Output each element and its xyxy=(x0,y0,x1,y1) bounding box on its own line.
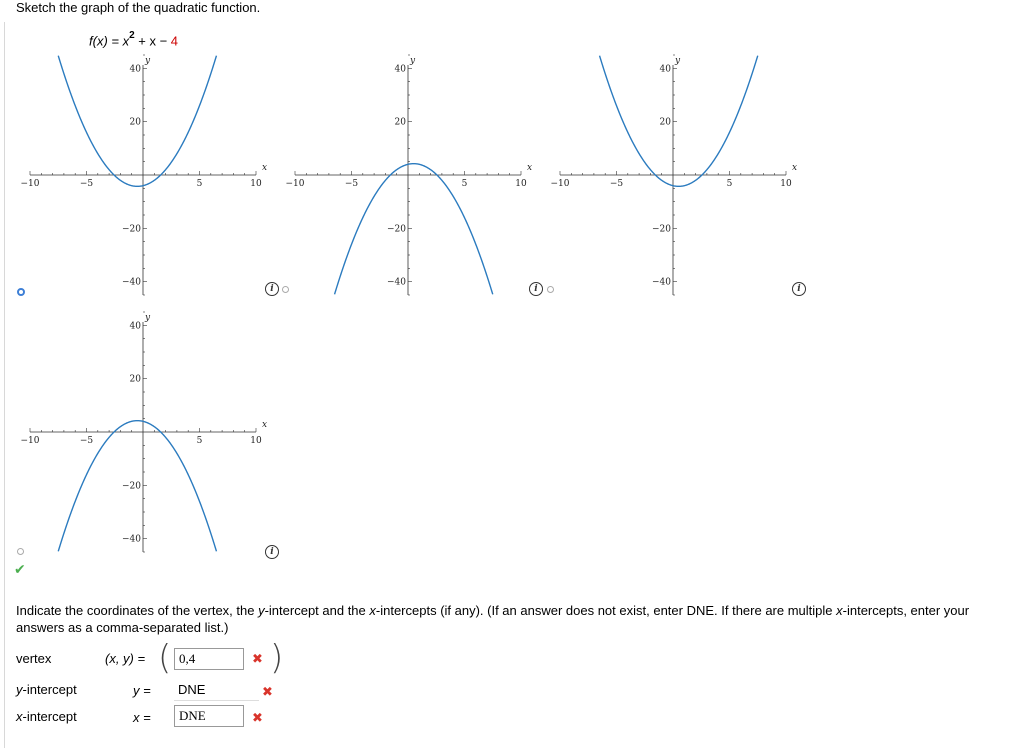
y-tick-label: 40 xyxy=(394,64,406,75)
axes xyxy=(286,55,533,295)
y-intercept-eq-label: y = xyxy=(133,683,151,698)
y-tick-label: 40 xyxy=(659,64,671,75)
y-intercept-label: y-intercept xyxy=(16,682,77,697)
vertex-input[interactable] xyxy=(174,648,244,670)
x-axis-label: x xyxy=(792,163,798,173)
x-tick-label: 5 xyxy=(726,179,733,189)
question-prompt: Sketch the graph of the quadratic function. xyxy=(16,0,261,15)
info-icon[interactable]: i xyxy=(529,282,543,296)
y-tick-label: −40 xyxy=(122,534,141,545)
radio-option-2[interactable] xyxy=(282,286,289,293)
radio-option-3[interactable] xyxy=(547,286,554,293)
parabola-curve xyxy=(335,164,493,295)
x-tick-label: −10 xyxy=(20,436,40,446)
graph-option-4[interactable] xyxy=(20,312,270,552)
info-icon[interactable]: i xyxy=(265,282,279,296)
x-tick-label: −10 xyxy=(285,179,305,189)
y-tick-label: 20 xyxy=(659,117,671,128)
function-constant: 4 xyxy=(170,33,179,49)
axes xyxy=(21,55,268,295)
function-exponent: 2 xyxy=(129,30,135,41)
x-tick-label: −5 xyxy=(79,179,94,189)
y-tick-label: −40 xyxy=(122,277,141,288)
x-tick-label: −5 xyxy=(609,179,624,189)
x-tick-label: −10 xyxy=(550,179,570,189)
x-axis-label: x xyxy=(527,163,533,173)
axes xyxy=(551,55,798,295)
x-intercept-label: x-intercept xyxy=(16,709,77,724)
x-tick-label: 5 xyxy=(196,179,203,189)
y-tick-label: 20 xyxy=(394,117,406,128)
x-tick-label: 10 xyxy=(250,436,262,446)
function-middle: + x − xyxy=(134,33,171,49)
y-axis-label: y xyxy=(675,56,681,66)
y-tick-label: 20 xyxy=(129,374,141,385)
y-tick-label: 40 xyxy=(129,321,141,332)
y-axis-label: y xyxy=(410,56,416,66)
correct-check-icon: ✔ xyxy=(14,561,26,577)
x-intercept-input[interactable] xyxy=(174,705,244,727)
x-tick-label: 5 xyxy=(196,436,203,446)
vertex-label: vertex xyxy=(16,651,52,666)
y-tick-label: −20 xyxy=(652,224,671,235)
y-tick-label: −20 xyxy=(122,481,141,492)
x-axis-label: x xyxy=(262,163,268,173)
axes xyxy=(21,312,268,552)
graph-option-1[interactable] xyxy=(20,55,270,295)
graph-option-2[interactable] xyxy=(285,55,535,295)
x-tick-label: 10 xyxy=(515,179,527,189)
incorrect-x-icon: ✖ xyxy=(262,684,273,699)
x-intercept-eq-label: x = xyxy=(133,710,151,725)
x-tick-label: 5 xyxy=(461,179,468,189)
radio-option-1[interactable] xyxy=(17,288,25,296)
left-margin-rule xyxy=(4,22,5,748)
y-tick-label: −20 xyxy=(387,224,406,235)
info-icon[interactable]: i xyxy=(792,282,806,296)
y-intercept-input[interactable] xyxy=(174,679,259,701)
x-tick-label: −5 xyxy=(79,436,94,446)
incorrect-x-icon: ✖ xyxy=(252,710,263,725)
x-tick-label: −5 xyxy=(344,179,359,189)
y-tick-label: 40 xyxy=(129,64,141,75)
radio-option-4[interactable] xyxy=(17,548,24,555)
x-tick-label: −10 xyxy=(20,179,40,189)
y-tick-label: 20 xyxy=(129,117,141,128)
close-paren: ) xyxy=(270,638,284,678)
y-tick-label: −40 xyxy=(652,277,671,288)
incorrect-x-icon: ✖ xyxy=(252,651,263,666)
info-icon[interactable]: i xyxy=(265,545,279,559)
function-name: f(x) = x xyxy=(89,33,130,49)
graph-option-3[interactable] xyxy=(550,55,800,295)
x-axis-label: x xyxy=(262,420,268,430)
x-tick-label: 10 xyxy=(250,179,262,189)
function-equation xyxy=(89,32,178,48)
y-axis-label: y xyxy=(145,56,151,66)
x-tick-label: 10 xyxy=(780,179,792,189)
instructions: Indicate the coordinates of the vertex, the y-intercept and the x-intercepts (if any). (If an answer does not exist, enter DNE. If there are multiple x-intercepts, enter your answers as a comma-separated list.) xyxy=(16,603,970,635)
y-tick-label: −20 xyxy=(122,224,141,235)
y-axis-label: y xyxy=(145,313,151,323)
vertex-eq-label: (x, y) = xyxy=(105,651,146,666)
parabola-curve xyxy=(600,56,758,187)
y-tick-label: −40 xyxy=(387,277,406,288)
open-paren: ( xyxy=(158,638,172,678)
